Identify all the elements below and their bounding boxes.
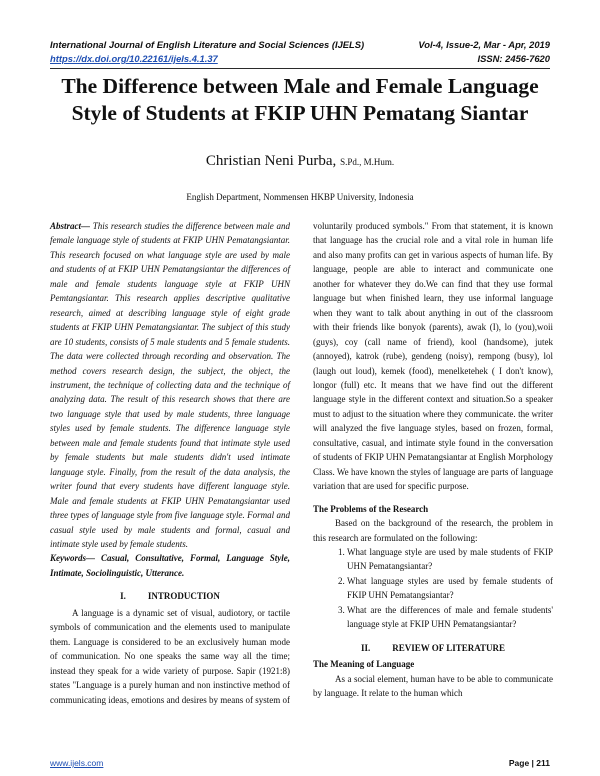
section-title: INTRODUCTION [147, 591, 220, 602]
keywords [50, 551, 290, 580]
author-line [0, 153, 600, 170]
author-affiliation: English Department, Nommensen HKBP University, Indonesia [186, 192, 414, 202]
keywords-label: Keywords— [50, 553, 95, 564]
page-number: Page | 211 [508, 758, 550, 768]
list-item: 1. What language style are used by male students of FKIP UHN Pematangsiantar? [347, 545, 553, 574]
introduction-paragraph: A language is a dynamic set of visual, audiotory, or tactile symbols of communication and the elements used to manipulate them. Language is considered to be an exclusively human mode of communication. No one speaks the same way all the time; instead they speak for a wide variety of purpose. Sapir (1921:8) states "Language is a purely human and non instinctive method of communicating ideas, emotions and desires by means of system of [50, 607, 290, 705]
keywords-text: Casual, Consultative, Formal, Language Style, Intimate, Sociolinguistic, Utterance. [50, 553, 290, 578]
meaning-heading: The Meaning of Language [313, 659, 415, 670]
introduction-continued: voluntarily produced symbols." From that statement, it is known that language has the crucial role and a vital role in human life and also many profits can get in various aspects of human life. By language, people are able to interact and communicate one another for whatever they do.We can find that they use formal language but when finished learn, they use informal language when they want to talk about anything in out of the classroom with their friends like bonyok (parents), awak (I), lo (you),woii (guys), coy (call name of friend), kool (handsome), jutek (annoyed), katrok (rube), gendeng (noisy), rempong (busy), lol (laugh out loud), kemek (food), menelketehek ( I don't know), longor (full) etc. It means that we have find out the different language style in the different context and situation.So a speaker must to adjust to the situation where they communicate. the writer will analyzed the five language styles, based on frozen, formal, consultative, casual, and intimate style found in the conversation of students of FKIP UHN Pematangsiantar at English Morphology Class. We have known the styles of language are parts of language variation that are used for specific purpose. [313, 221, 553, 492]
left-column [50, 219, 290, 707]
issn: ISSN: 2456-7620 [477, 53, 550, 64]
right-column [313, 219, 553, 701]
meaning-paragraph: As a social element, human have to be able to communicate by language. It relate to the human which [313, 673, 553, 699]
problems-heading: The Problems of the Research [313, 503, 429, 514]
footer-site [50, 758, 103, 768]
site-link[interactable]: www.ijels.com [50, 758, 104, 768]
list-item: 3. What are the differences of male and female students' language style at FKIP UHN Pematangsiantar? [347, 603, 553, 632]
list-item: 2. What language styles are used by female students of FKIP UHN Pematangsiantar? [347, 574, 553, 603]
paper-title: The Difference between Male and Female Language Style of Students at FKIP UHN Pematang Siantar [61, 74, 539, 125]
section-title: REVIEW OF LITERATURE [392, 642, 506, 653]
journal-name: International Journal of English Literature and Social Sciences (IJELS) [50, 39, 365, 50]
section-heading-review [313, 641, 553, 655]
header-divider [50, 68, 550, 69]
section-heading-introduction [50, 589, 290, 603]
section-number: II. [360, 642, 371, 653]
abstract-text: This research studies the difference between male and female language style of students at FKIP UHN Pematangsiantar. This research focused on what language style are used by male and students of at FKIP UHN Pematangsiantar the differences of male and female students language style at FKIP UHN Pemtangsiantar. This research applies descriptive qualitative research, aimed at describing language style of eight grade students at FKIP UHN Pematangsiantar. The subject of this study are 10 students, consists of 5 male students and 5 female students. The data were collected through recording and observation. The method covers research design, the subject, the object, the instrument, the technique of collecting data and the technique of analyzing data. The result of this research shows that there are two language style that used by male students, three language styles used by female students. The difference language style between male and female students found that intimate style used by female students but male students didn't used intimate language style. Finally, from the result of the data analysis, the writer found that every students have different language style. Male and female students at FKIP UHN Pematangsiantar used three types of language style from five language style. Formal and casual style used by male students and formal, casual and intimate style used by female students. [50, 221, 290, 549]
author-degrees: S.Pd., M.Hum. [340, 157, 395, 167]
author-name: Christian Neni Purba, [205, 153, 337, 169]
problems-intro: Based on the background of the research, the problem in this research are formulated on the following: [313, 518, 553, 543]
doi-link[interactable]: https://dx.doi.org/10.22161/ijels.4.1.37 [50, 53, 218, 64]
section-number: I. [120, 591, 126, 602]
volume-issue: Vol-4, Issue-2, Mar - Apr, 2019 [418, 39, 550, 50]
abstract [50, 219, 290, 551]
abstract-label: Abstract— [50, 221, 91, 231]
research-questions [313, 545, 553, 632]
